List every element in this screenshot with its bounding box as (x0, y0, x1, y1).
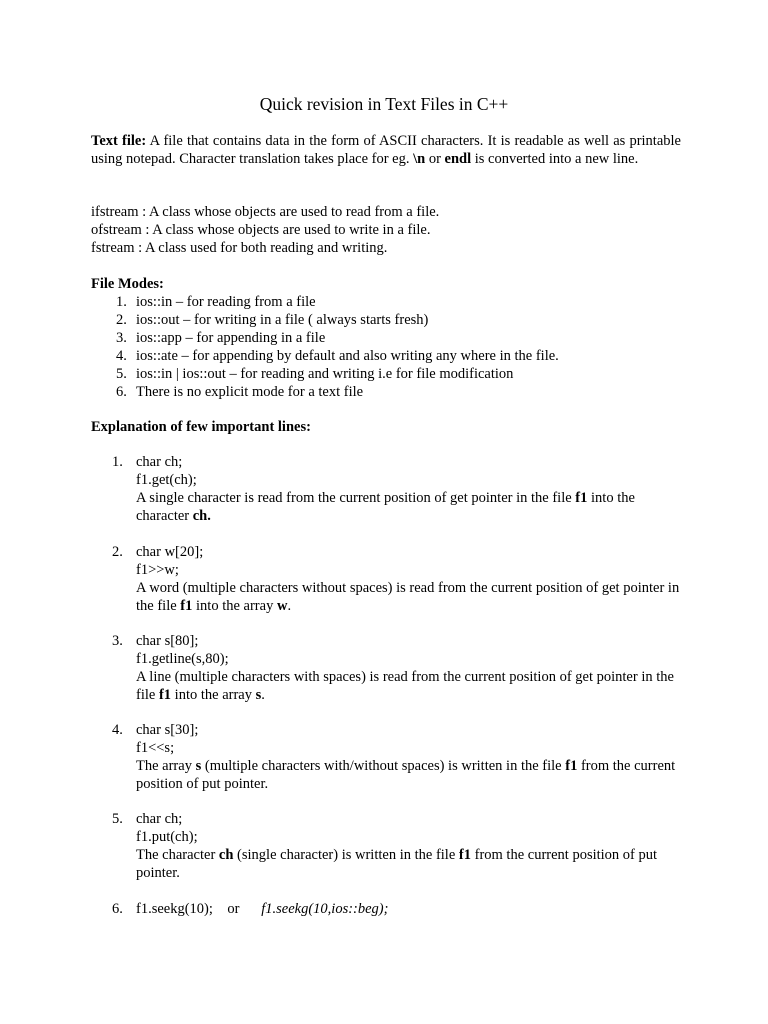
code-line: f1.getline(s,80); (136, 651, 229, 667)
file-mode-text: ios::app – for appending in a file (136, 330, 326, 346)
file-mode-number: 3. (116, 330, 127, 346)
page-title: Quick revision in Text Files in C++ (259, 94, 509, 114)
bold-term: f1 (158, 687, 172, 703)
explanation-heading (91, 418, 681, 436)
file-mode-item (116, 365, 676, 383)
explanation-description (136, 757, 688, 793)
code-line: char s[80]; (136, 633, 199, 649)
explanation-number: 2. (112, 544, 123, 560)
code-line: char s[30]; (136, 722, 199, 738)
bold-term: ch (218, 847, 234, 863)
code-line: char w[20]; (136, 544, 204, 560)
code-line: f1<<s; (136, 740, 175, 756)
explanation-number: 5. (112, 811, 123, 827)
text-run: . (261, 687, 265, 703)
text-run: from the current position of put pointer. (136, 847, 658, 881)
file-mode-number: 5. (116, 366, 127, 382)
explanation-heading-text: Explanation of few important lines: (91, 419, 311, 435)
bold-term: f1 (458, 847, 471, 863)
file-modes-heading (91, 275, 681, 293)
text-run: The array (136, 758, 196, 774)
code-line: f1.put(ch); (136, 829, 198, 845)
code-line: char ch; (136, 454, 183, 470)
file-mode-text: ios::ate – for appending by default and also writing any where in the file. (136, 348, 559, 364)
intro-text-1: A file that contains data in the form of ASCII characters. It is readable as well as printable using notepad. Character translation takes place for eg. (91, 133, 681, 167)
seekg-code-line (136, 900, 688, 918)
stream-fstream: fstream : A class used for both reading and writing. (91, 240, 388, 256)
file-mode-item (116, 347, 676, 365)
bold-term: s (255, 687, 262, 703)
text-run: into the array (171, 687, 256, 703)
text-run: . (287, 598, 292, 614)
code-line: f1>>w; (136, 562, 179, 578)
file-mode-number: 6. (116, 384, 127, 400)
bold-term: f1 (565, 758, 578, 774)
bold-term: w (276, 598, 288, 614)
text-run: (single character) is written in the file (233, 847, 459, 863)
explanation-number: 6. (112, 901, 123, 917)
bold-term: f1 (180, 598, 193, 614)
text-run: A single character is read from the current position of get pointer in the file (136, 490, 576, 506)
file-mode-number: 4. (116, 348, 127, 364)
file-mode-text: ios::in | ios::out – for reading and writing i.e for file modification (136, 366, 514, 382)
code-line: char ch; (136, 811, 183, 827)
explanation-item (112, 543, 692, 615)
bold-term: s (195, 758, 202, 774)
intro-label: Text file: (91, 133, 147, 149)
file-mode-text: ios::out – for writing in a file ( always starts fresh) (136, 312, 429, 328)
explanation-number: 3. (112, 633, 123, 649)
file-mode-text: There is no explicit mode for a text file (136, 384, 364, 400)
file-mode-item (116, 383, 676, 401)
stream-class-list (91, 203, 681, 257)
intro-newline-escape: \n (413, 151, 426, 167)
file-mode-item (116, 293, 676, 311)
text-run: A line (multiple characters with spaces) is read from the current position of get pointer in the file (136, 669, 674, 703)
explanation-number: 4. (112, 722, 123, 738)
file-mode-item (116, 329, 676, 347)
explanation-item (112, 900, 692, 918)
file-mode-number: 1. (116, 294, 127, 310)
text-run: The character (136, 847, 219, 863)
explanation-description (136, 579, 688, 615)
file-modes-list (116, 293, 676, 401)
explanation-description (136, 668, 688, 704)
intro-or: or (425, 151, 445, 167)
stream-ofstream: ofstream : A class whose objects are used to write in a file. (91, 222, 431, 238)
file-mode-number: 2. (116, 312, 127, 328)
file-mode-item (116, 311, 676, 329)
file-mode-text: ios::in – for reading from a file (136, 294, 316, 310)
explanation-description (136, 489, 688, 525)
bold-term: ch. (192, 508, 211, 524)
text-run: into the array (192, 598, 277, 614)
intro-text-2: is converted into a new line. (471, 151, 639, 167)
bold-term: f1 (575, 490, 588, 506)
intro-endl: endl (444, 151, 472, 167)
explanation-description (136, 846, 688, 882)
explanation-item (112, 453, 692, 525)
italic-code: f1.seekg(10,ios::beg); (261, 901, 389, 917)
explanation-item (112, 810, 692, 882)
explanation-number: 1. (112, 454, 123, 470)
text-run: into the character (136, 490, 635, 524)
explanation-item (112, 632, 692, 704)
text-run: from the current position of put pointer. (136, 758, 676, 792)
text-run: A word (multiple characters without spaces) is read from the current position of get pointer in the file (136, 580, 680, 614)
explanation-item (112, 721, 692, 793)
text-run: (multiple characters with/without spaces) is written in the file (201, 758, 566, 774)
text-run: f1.seekg(10); or (136, 901, 262, 917)
code-line: f1.get(ch); (136, 472, 197, 488)
file-modes-heading-text: File Modes: (91, 276, 164, 292)
intro-paragraph (91, 132, 681, 168)
stream-ifstream: ifstream : A class whose objects are used to read from a file. (91, 204, 440, 220)
